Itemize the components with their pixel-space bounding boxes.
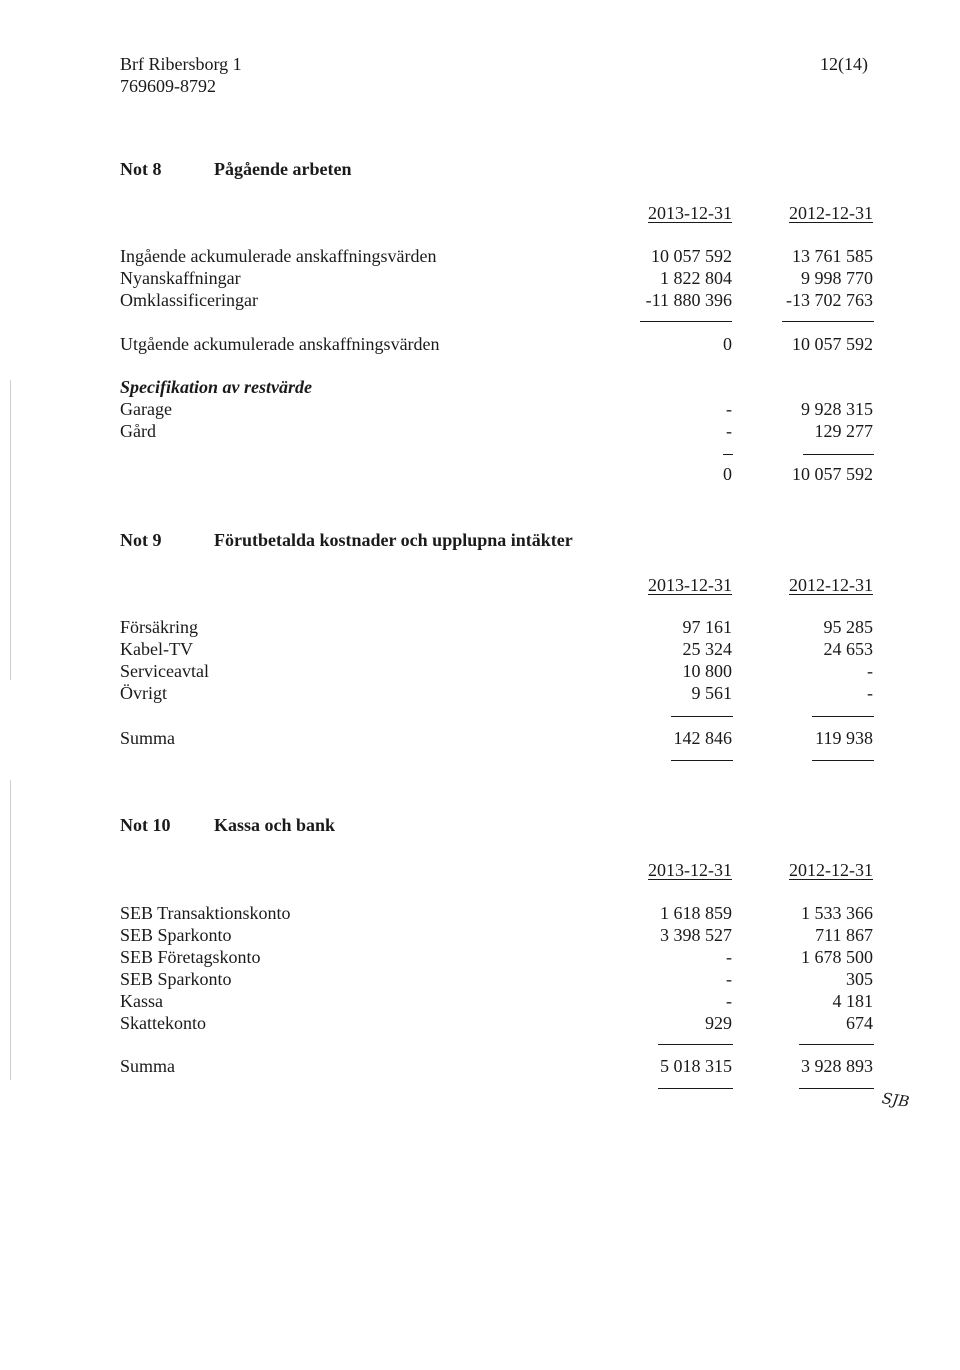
note-label: Not 10 (120, 815, 171, 835)
row-label: Kassa (120, 991, 163, 1011)
total-double-rule (812, 760, 874, 761)
row-label: Omklassificeringar (120, 290, 258, 310)
total-label: Utgående ackumulerade anskaffningsvärden (120, 334, 440, 354)
row-value-2012: - (867, 683, 873, 703)
total-value-2012: 10 057 592 (792, 464, 873, 484)
row-label: Gård (120, 421, 156, 441)
row-value-2012: 305 (846, 969, 873, 989)
row-label: SEB Transaktionskonto (120, 903, 291, 923)
row-value-2013: 3 398 527 (660, 925, 732, 945)
row-value-2012: 13 761 585 (792, 246, 873, 266)
row-label: SEB Företagskonto (120, 947, 261, 967)
row-value-2013: 10 800 (682, 661, 732, 681)
column-header-2012: 2012-12-31 (789, 860, 873, 880)
row-label: Nyanskaffningar (120, 268, 241, 288)
total-value-2013: 142 846 (673, 728, 732, 748)
row-value-2012: 9 998 770 (801, 268, 873, 288)
row-value-2012: 1 533 366 (801, 903, 873, 923)
row-value-2013: 929 (705, 1013, 732, 1033)
row-label: SEB Sparkonto (120, 969, 232, 989)
total-label: Summa (120, 728, 176, 748)
org-name: Brf Ribersborg 1 (120, 54, 242, 74)
note-title: Pågående arbeten (214, 159, 352, 179)
row-value-2013: - (726, 421, 732, 441)
row-label: Kabel-TV (120, 639, 193, 659)
page-number: 12(14) (820, 54, 868, 74)
note-title: Kassa och bank (214, 815, 336, 835)
column-header-2012: 2012-12-31 (789, 575, 873, 595)
total-value-2013: 0 (723, 334, 732, 354)
row-label: Försäkring (120, 617, 198, 637)
row-value-2013: 9 561 (691, 683, 732, 703)
row-value-2013: 97 161 (682, 617, 732, 637)
note-label: Not 8 (120, 159, 162, 179)
row-value-2013: 1 822 804 (660, 268, 732, 288)
column-header-2012: 2012-12-31 (789, 203, 873, 223)
sum-rule (782, 321, 874, 322)
row-value-2013: 25 324 (682, 639, 732, 659)
row-label: SEB Sparkonto (120, 925, 232, 945)
row-value-2012: 24 653 (823, 639, 873, 659)
row-value-2013: - (726, 991, 732, 1011)
row-label: Garage (120, 399, 172, 419)
total-double-rule (671, 760, 733, 761)
sum-rule (803, 454, 874, 455)
sum-rule (812, 716, 874, 717)
column-header-2013: 2013-12-31 (648, 203, 732, 223)
sum-rule (658, 1044, 733, 1045)
row-value-2012: 674 (846, 1013, 873, 1033)
total-label: Summa (120, 1056, 176, 1076)
total-value-2013: 0 (723, 464, 732, 484)
row-value-2012: 1 678 500 (801, 947, 873, 967)
row-value-2012: 129 277 (814, 421, 873, 441)
total-double-rule (799, 1088, 874, 1089)
row-value-2012: - (867, 661, 873, 681)
row-value-2012: 9 928 315 (801, 399, 873, 419)
row-label: Övrigt (120, 683, 167, 703)
sum-rule (799, 1044, 874, 1045)
sum-rule (723, 454, 733, 455)
row-value-2012: 711 867 (815, 925, 873, 945)
row-value-2013: - (726, 969, 732, 989)
row-label: Skattekonto (120, 1013, 206, 1033)
org-number: 769609-8792 (120, 76, 216, 96)
row-value-2013: 10 057 592 (651, 246, 732, 266)
note-label: Not 9 (120, 530, 162, 550)
total-value-2013: 5 018 315 (660, 1056, 732, 1076)
note-title: Förutbetalda kostnader och upplupna intäkter (214, 530, 573, 550)
row-label: Ingående ackumulerade anskaffningsvärden (120, 246, 437, 266)
total-value-2012: 10 057 592 (792, 334, 873, 354)
row-value-2013: -11 880 396 (645, 290, 732, 310)
scan-edge-mark (10, 780, 11, 1080)
row-value-2012: -13 702 763 (786, 290, 873, 310)
row-value-2012: 4 181 (832, 991, 873, 1011)
scan-edge-mark (10, 380, 11, 680)
total-double-rule (658, 1088, 733, 1089)
sum-rule (671, 716, 733, 717)
row-value-2013: 1 618 859 (660, 903, 732, 923)
row-label: Serviceavtal (120, 661, 209, 681)
total-value-2012: 119 938 (815, 728, 873, 748)
column-header-2013: 2013-12-31 (648, 575, 732, 595)
total-value-2012: 3 928 893 (801, 1056, 873, 1076)
specification-heading: Specifikation av restvärde (120, 377, 312, 397)
row-value-2013: - (726, 947, 732, 967)
row-value-2012: 95 285 (823, 617, 873, 637)
row-value-2013: - (726, 399, 732, 419)
handwritten-initials: SJB (880, 1089, 911, 1111)
column-header-2013: 2013-12-31 (648, 860, 732, 880)
sum-rule (640, 321, 732, 322)
